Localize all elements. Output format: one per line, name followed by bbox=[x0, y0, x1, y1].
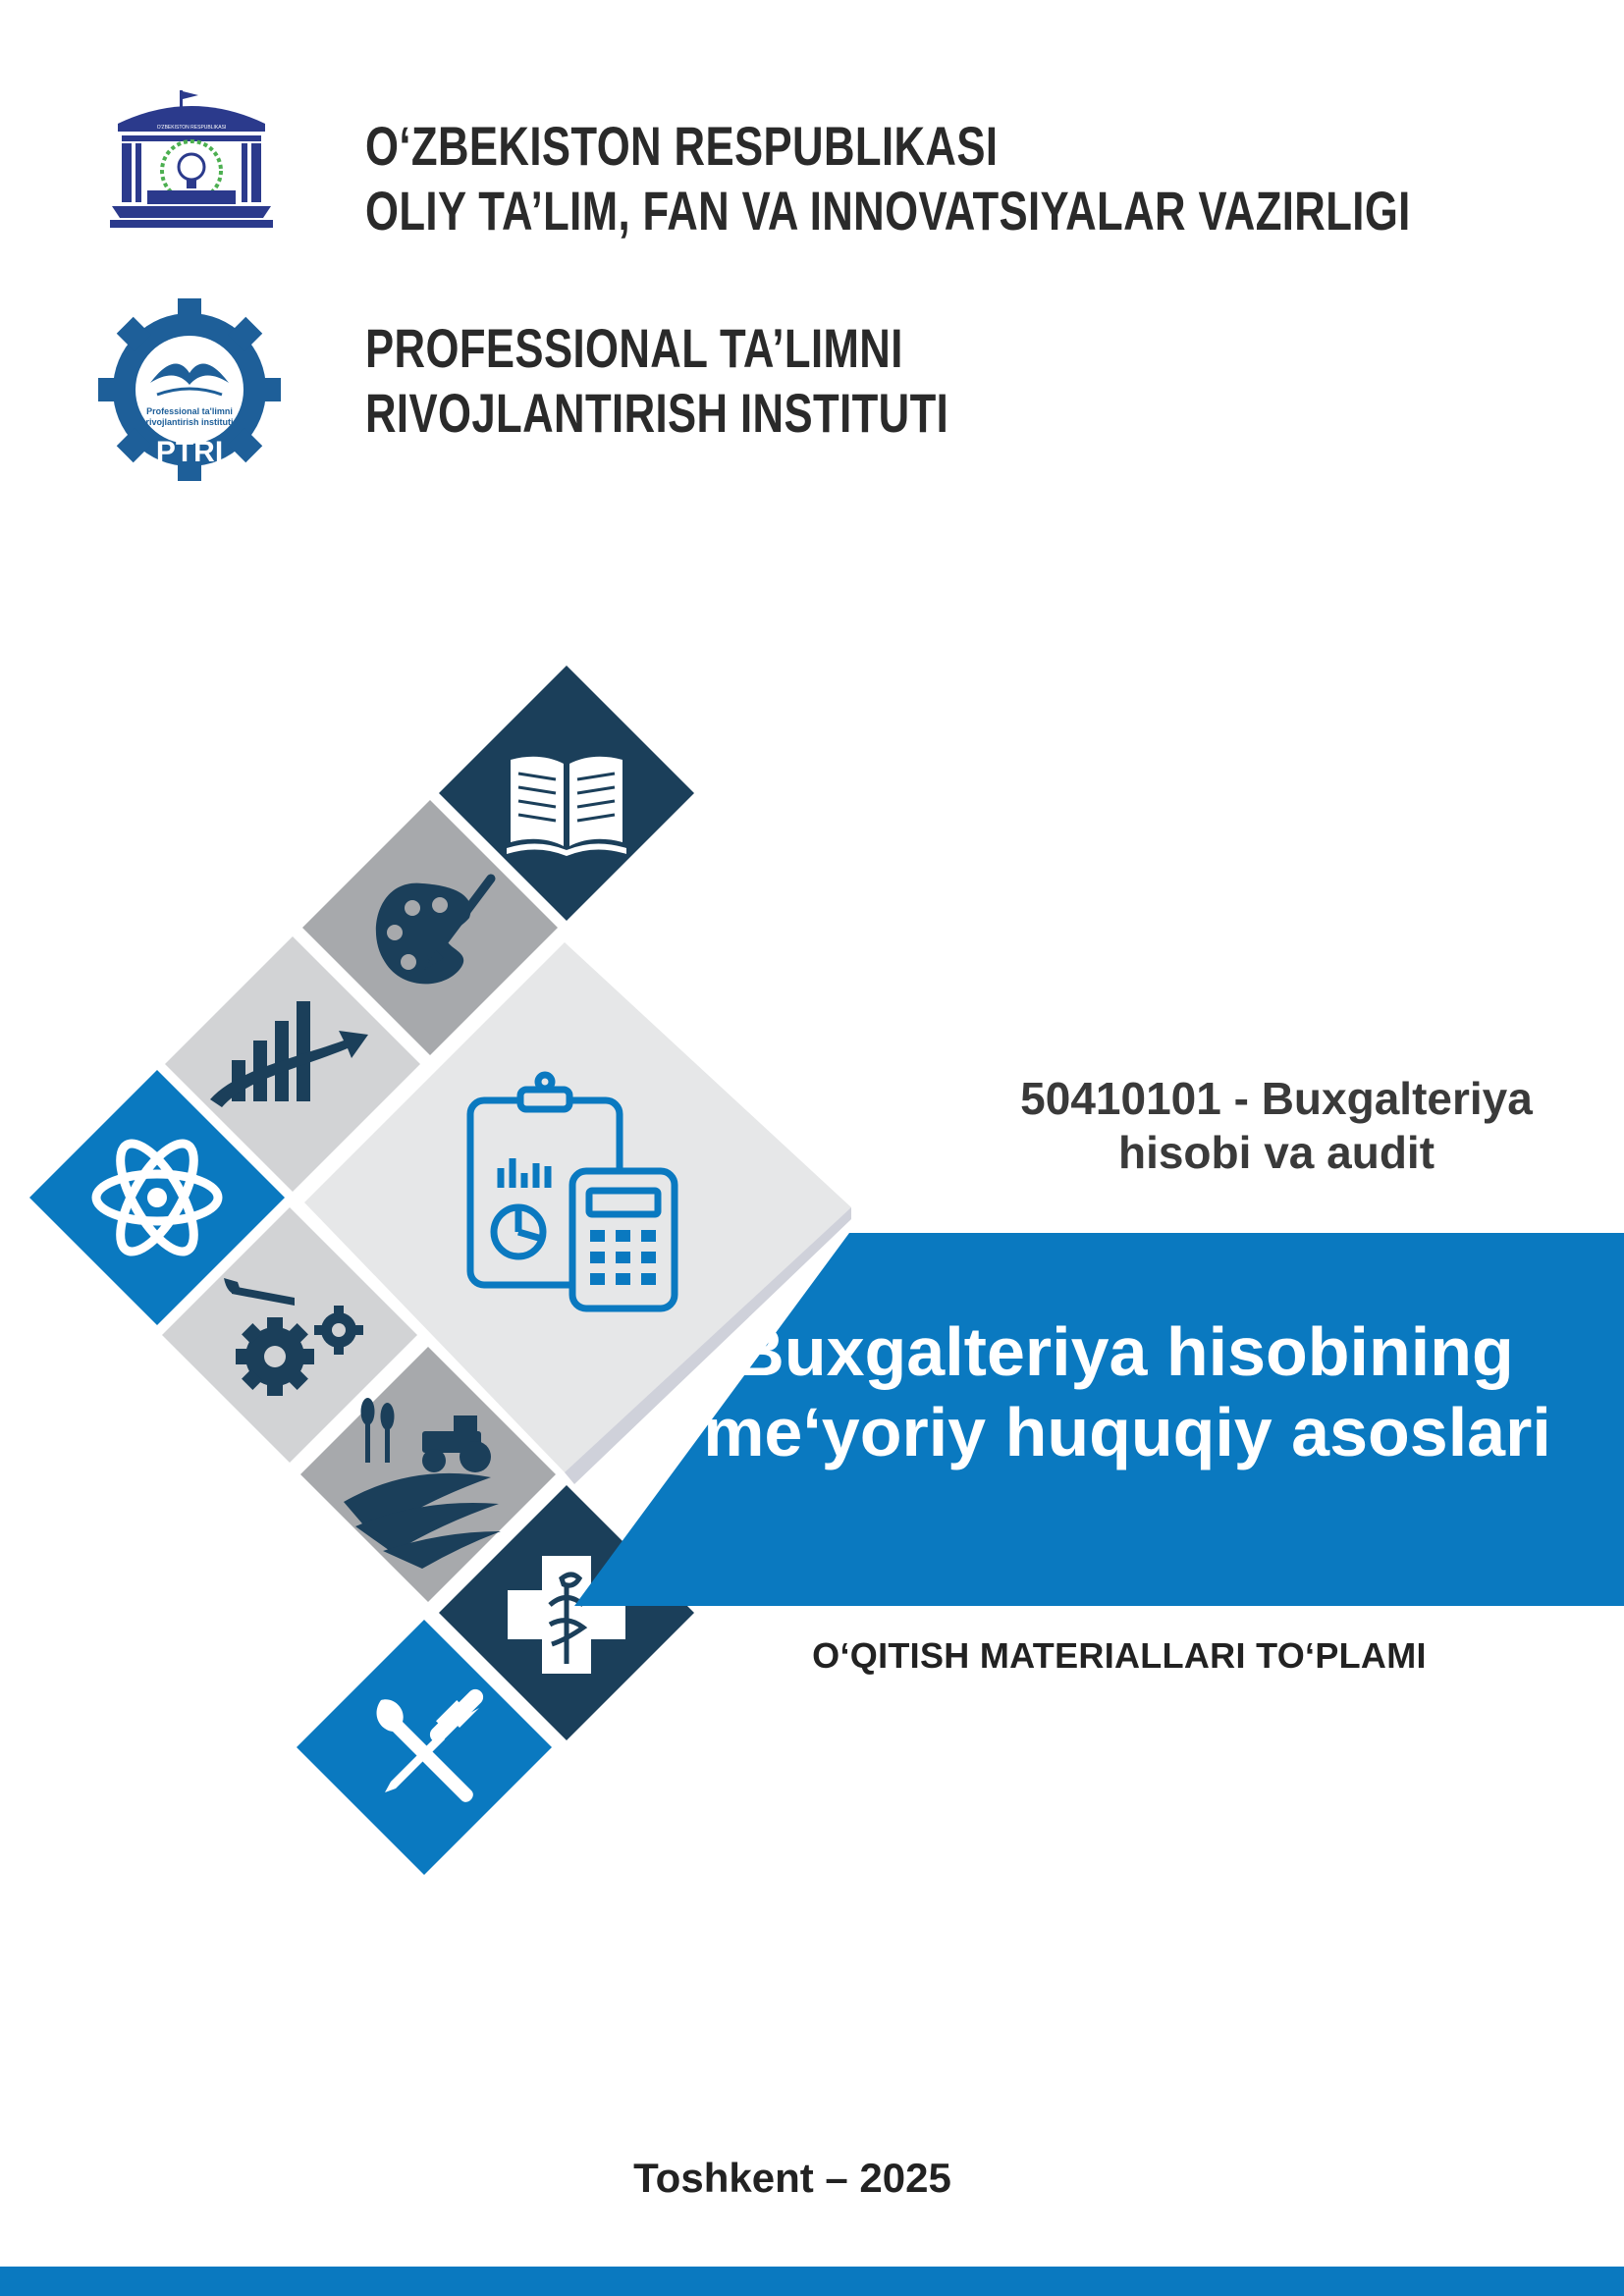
calculator-keys bbox=[590, 1230, 656, 1285]
ptri-logo-text: Professional ta'limni bbox=[146, 406, 233, 416]
ministry-name-line1: O‘ZBEKISTON RESPUBLIKASI bbox=[365, 115, 999, 177]
icon-mosaic bbox=[0, 638, 884, 1914]
specialty bbox=[913, 1072, 1624, 1180]
document-title bbox=[628, 1311, 1620, 1472]
ministry-logo-text: O'ZBEKISTON RESPUBLIKASI bbox=[156, 125, 227, 131]
footer bbox=[0, 2155, 1624, 2202]
ministry-name-line2: OLIY TA’LIM, FAN VA INNOVATSIYALAR VAZIRLIGI bbox=[365, 180, 1411, 241]
ptri-logo-abbr: PTRI bbox=[155, 436, 224, 468]
title-line1: Buxgalteriya hisobining bbox=[734, 1313, 1514, 1390]
ptri-logo bbox=[96, 296, 283, 483]
svg-text:rivojlantirish instituti: rivojlantirish instituti bbox=[145, 417, 234, 427]
institute-name bbox=[365, 316, 948, 446]
institute-name-line1: PROFESSIONAL TA’LIMNI bbox=[365, 317, 903, 379]
bottom-bar bbox=[0, 2267, 1624, 2296]
place-year: Toshkent – 2025 bbox=[633, 2155, 951, 2201]
ministry-logo bbox=[108, 88, 275, 245]
institute-name-line2: RIVOJLANTIRISH INSTITUTI bbox=[365, 382, 949, 444]
specialty-line2: hisobi va audit bbox=[1117, 1127, 1435, 1178]
specialty-line1: 50410101 - Buxgalteriya bbox=[1020, 1073, 1533, 1124]
ministry-name bbox=[365, 114, 1411, 243]
document-subtitle: O‘QITISH MATERIALLARI TO‘PLAMI bbox=[812, 1635, 1427, 1676]
title-line2: me‘yoriy huquqiy asoslari bbox=[703, 1394, 1551, 1470]
